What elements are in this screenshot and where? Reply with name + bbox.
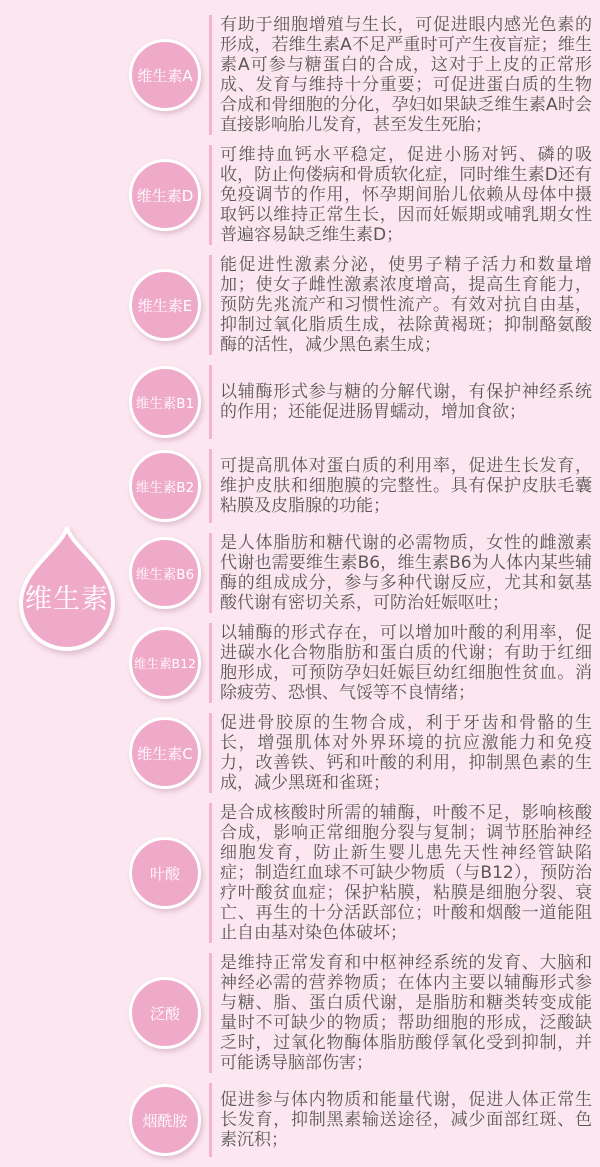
- vitamin-hub: [13, 521, 121, 655]
- vitamin-description: 促进参与体内物质和能量代谢，促进人体正常生长发育，抑制黑素输送途径，减少面部红斑、色素沉积；: [220, 1090, 592, 1150]
- section-divider-line: [209, 533, 212, 613]
- vitamin-name: 维生素B1: [135, 396, 195, 412]
- hub-title: 维生素: [25, 584, 109, 615]
- vitamin-description: 以辅酶形式参与糖的分解代谢，有保护神经系统的作用；还能促进肠胃蠕动，增加食欲；: [220, 382, 592, 422]
- vitamin-description: 有助于细胞增殖与生长，可促进眼内感光色素的形成，若维生素A不足严重时可产生夜盲症；维生素A可参与糖蛋白的合成，这对于上皮的正常形成、发育与维持十分重要；可促进蛋白质的生物合成和骨细胞的分化，孕妇如果缺乏维生素A时会直接影响胎儿发育，甚至发生死胎；: [220, 15, 592, 135]
- vitamin-name: 维生素A: [137, 66, 193, 85]
- vitamin-bubble: [129, 537, 201, 609]
- vitamin-bubble: [129, 977, 201, 1049]
- section-divider-line: [209, 255, 212, 355]
- vitamin-description: 促进骨胶原的生物合成，利于牙齿和骨骼的生长，增强肌体对外界环境的抗应激能力和免疫力，改善铁、钙和叶酸的利用，抑制黑色素的生成，减少黑斑和雀斑；: [220, 713, 592, 793]
- vitamin-section: [0, 1083, 600, 1157]
- vitamin-section: [0, 255, 600, 355]
- vitamin-bubble: [129, 627, 201, 699]
- section-divider-line: [209, 449, 212, 523]
- vitamin-section: [0, 713, 600, 793]
- vitamin-name: 维生素D: [136, 186, 194, 205]
- vitamin-description: 以辅酶的形式存在，可以增加叶酸的利用率，促进碳水化合物脂肪和蛋白质的代谢；有助于红细胞形成，可预防孕妇妊娠巨幼红细胞性贫血。消除疲劳、恐惧、气馁等不良情绪；: [220, 623, 592, 703]
- section-divider-line: [209, 365, 212, 439]
- vitamin-name: 维生素B6: [135, 567, 195, 583]
- vitamin-bubble: [129, 450, 201, 522]
- vitamin-description: 可提高肌体对蛋白质的利用率，促进生长发育，维护皮肤和细胞膜的完整性。具有保护皮肤毛囊粘膜及皮脂腺的功能；: [220, 456, 592, 516]
- vitamin-description: 是人体脂肪和糖代谢的必需物质，女性的雌激素代谢也需要维生素B6，维生素B6为人体内某些辅酶的组成成分，参与多种代谢反应，尤其和氨基酸代谢有密切关系，可防治妊娠呕吐；: [220, 533, 592, 613]
- vitamin-bubble: [129, 717, 201, 789]
- vitamin-bubble: [129, 837, 201, 909]
- vitamin-section: [0, 15, 600, 135]
- vitamin-bubble: [129, 366, 201, 438]
- vitamin-description: 能促进性激素分泌，使男子精子活力和数量增加；使女子雌性激素浓度增高，提高生育能力，预防先兆流产和习惯性流产。有效对抗自由基，抑制过氧化脂质生成，祛除黄褐斑；抑制酪氨酸酶的活性，减少黑色素生成；: [220, 255, 592, 355]
- vitamin-section: [0, 953, 600, 1073]
- vitamin-name: 烟酰胺: [142, 1111, 188, 1130]
- vitamin-section: [0, 365, 600, 439]
- section-divider-line: [209, 713, 212, 793]
- vitamin-name: 叶酸: [149, 864, 180, 883]
- vitamin-description: 是合成核酸时所需的辅酶，叶酸不足，影响核酸合成，影响正常细胞分裂与复制；调节胚胎神经细胞发育，防止新生婴儿患先天性神经管缺陷症；制造红血球不可缺少物质（与B12），预防治疗叶酸贫血症；保护粘膜，粘膜是细胞分裂、衰亡、再生的十分活跃部位；叶酸和烟酸一道能阻止自由基对染色体破坏；: [220, 803, 592, 943]
- vitamin-section: [0, 449, 600, 523]
- vitamin-description: 是维持正常发育和中枢神经系统的发育、大脑和神经必需的营养物质；在体内主要以辅酶形式参与糖、脂、蛋白质代谢，是脂肪和糖类转变成能量时不可缺少的物质；帮助细胞的形成，泛酸缺乏时，过氧化物酶体脂肪酸俘氧化受到抑制，并可能诱导脑部伤害；: [220, 953, 592, 1073]
- vitamin-name: 泛酸: [149, 1004, 180, 1023]
- vitamin-description: 可维持血钙水平稳定，促进小肠对钙、磷的吸收，防止佝偻病和骨质软化症，同时维生素D还有免疫调节的作用，怀孕期间胎儿依赖从母体中摄取钙以维持正常生长，因而妊娠期或哺乳期女性普遍容易缺乏维生素D；: [220, 145, 592, 245]
- vitamin-name: 维生素C: [137, 744, 193, 763]
- vitamin-bubble: [129, 159, 201, 231]
- section-divider-line: [209, 15, 212, 135]
- vitamin-section: [0, 803, 600, 943]
- vitamin-name: 维生素E: [137, 296, 193, 315]
- vitamin-bubble: [129, 39, 201, 111]
- vitamin-section: [0, 145, 600, 245]
- section-divider-line: [209, 623, 212, 703]
- vitamin-bubble: [129, 269, 201, 341]
- section-divider-line: [209, 145, 212, 245]
- section-divider-line: [209, 1083, 212, 1157]
- vitamin-name: 维生素B2: [135, 480, 195, 496]
- section-divider-line: [209, 803, 212, 943]
- section-divider-line: [209, 953, 212, 1073]
- vitamin-name: 维生素B12: [134, 656, 196, 671]
- vitamin-bubble: [129, 1084, 201, 1156]
